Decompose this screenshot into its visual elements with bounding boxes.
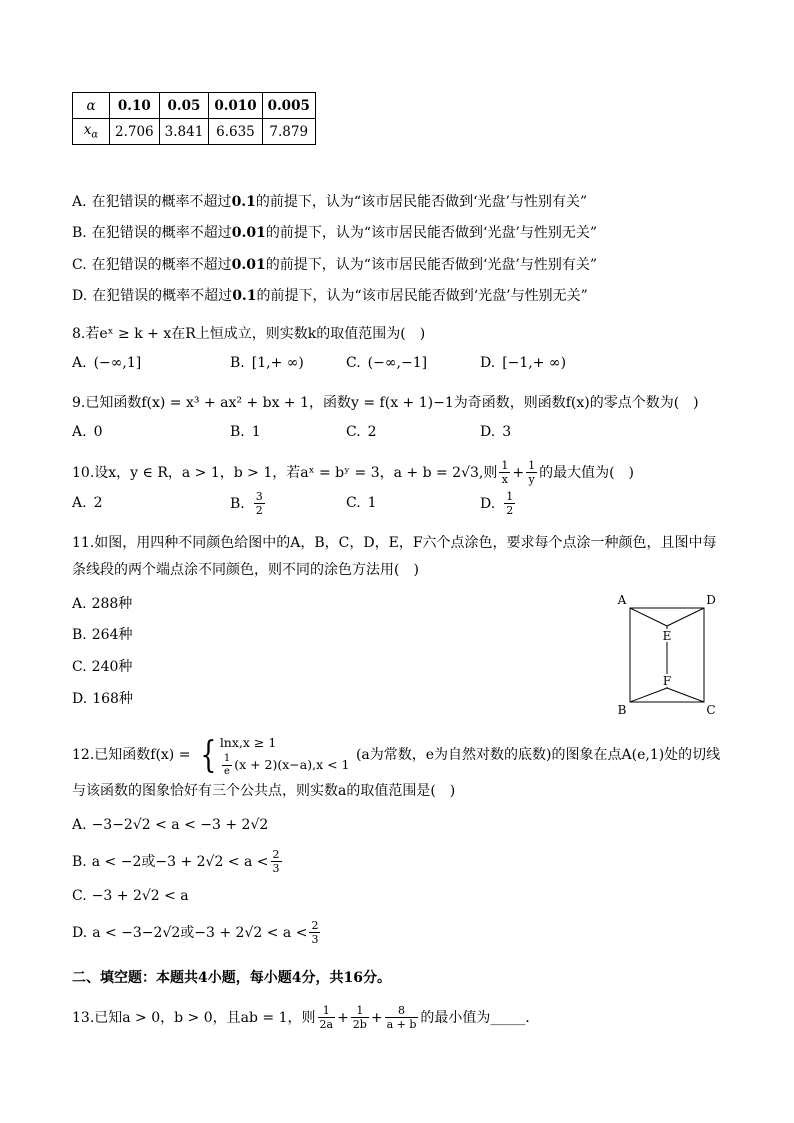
option-label: A.: [72, 595, 87, 612]
critical-value-table: [72, 92, 316, 145]
fraction: [499, 459, 510, 486]
option-label: D.: [72, 925, 88, 942]
table-cell-alpha: α: [73, 93, 110, 119]
option-d: [480, 419, 724, 446]
stem-text: 的最大值为( ): [539, 465, 635, 482]
option-c: [72, 254, 724, 276]
piecewise-case-1: lnx,x ≥ 1: [219, 735, 277, 751]
option-label: A.: [72, 817, 87, 834]
vertex-label-B: B: [617, 702, 627, 716]
fraction: [504, 490, 515, 517]
option-text: a < −2或−3 + 2√2 < a <: [91, 854, 269, 871]
option-label: C.: [72, 888, 87, 905]
stem-text: 的最小值为_____．: [420, 1010, 540, 1027]
option-text: 2: [93, 494, 103, 511]
option-label: B.: [230, 424, 245, 441]
option-text: −3 + 2√2 < a: [91, 888, 189, 905]
option-label: D.: [480, 355, 496, 372]
vertex-label-C: C: [706, 702, 716, 716]
fraction: [318, 1004, 336, 1031]
fraction-numerator: 8: [397, 1004, 405, 1018]
option-label: B.: [230, 495, 245, 512]
option-label: A.: [72, 494, 87, 511]
fraction-numerator: 2: [272, 848, 280, 862]
section-2-heading: 二、填空题：本题共4小题，每小题4分，共16分。: [72, 969, 391, 986]
option-label: C.: [72, 256, 87, 273]
option-b: [230, 419, 346, 446]
option-text: 3: [502, 424, 512, 441]
figure-svg: [614, 588, 718, 716]
question-stem: 9.已知函数f(x) = x³ + ax² + bx + 1，函数y = f(x + 1)−1为奇函数，则函数f(x)的零点个数为( ): [72, 394, 699, 411]
question-9: [72, 390, 724, 446]
table-cell: 0.010: [209, 93, 262, 119]
question-12: [72, 733, 724, 946]
question-11-options: [72, 584, 133, 721]
option-text: 168种: [92, 690, 133, 707]
table-cell: 3.841: [159, 119, 209, 145]
stem-text: +: [512, 465, 525, 482]
option-a: [72, 490, 230, 518]
fraction-numerator: 1: [223, 752, 231, 764]
fraction-numerator: 1: [322, 1004, 330, 1018]
fraction-numerator: 1: [356, 1004, 364, 1018]
fraction-denominator: 2a: [319, 1018, 334, 1032]
option-d: [72, 689, 133, 711]
fraction: [385, 1004, 419, 1031]
bold-number: 0.1: [232, 288, 257, 305]
question-10-options: [72, 490, 724, 518]
option-d: [480, 350, 724, 377]
option-c: [346, 490, 480, 518]
question-11: [72, 530, 724, 720]
option-text: 在犯错误的概率不超过: [91, 194, 232, 210]
option-label: A.: [72, 424, 87, 441]
question-stem: [72, 1004, 724, 1034]
fraction: [222, 753, 232, 778]
option-b: [72, 625, 133, 647]
edge-BF: [630, 688, 667, 702]
fraction: [254, 490, 265, 517]
option-text: (−∞,1]: [93, 355, 142, 372]
option-label: A.: [72, 355, 87, 372]
question-stem: 11.如图，用四种不同颜色给图中的A，B，C，D，E，F六个点涂色，要求每个点涂一种颜色，且图中每条线段的两个端点涂不同颜色，则不同的涂色方法用( ): [72, 535, 717, 578]
vertex-label-A: A: [617, 592, 627, 607]
option-a: [72, 191, 724, 213]
option-text: (−∞,−1]: [367, 355, 428, 372]
question7-options: [72, 191, 724, 308]
option-text: 264种: [91, 627, 133, 644]
option-text: 的前提下，认为“该市居民能否做到‘光盘’与性别有关”: [265, 256, 597, 273]
option-d: [72, 285, 724, 307]
piecewise-function: [197, 733, 350, 777]
fraction-numerator: 3: [255, 489, 263, 503]
option-label: A.: [72, 194, 87, 210]
option-text: 的前提下，认为“该市居民能否做到‘光盘’与性别无关”: [265, 225, 598, 242]
option-label: C.: [346, 494, 361, 511]
fraction-denominator: 2: [255, 503, 263, 517]
option-c: [72, 885, 724, 909]
option-b: [230, 350, 346, 377]
fraction-denominator: 2: [506, 503, 514, 517]
option-label: D.: [72, 288, 88, 305]
stem-text: +: [370, 1010, 383, 1027]
piecewise-case-2: [220, 753, 350, 778]
table-cell: 0.05: [159, 93, 209, 119]
option-text: [1,+ ∞): [251, 355, 304, 372]
option-label: C.: [346, 424, 361, 441]
vertex-label-E: E: [662, 628, 672, 643]
question-8-options: [72, 350, 724, 377]
edge-DE: [667, 608, 704, 626]
fraction-denominator: 3: [272, 862, 280, 876]
table-row-xalpha: [73, 119, 316, 145]
option-text: 在犯错误的概率不超过: [91, 225, 232, 242]
option-a: [72, 350, 230, 377]
option-text: 2: [367, 424, 377, 441]
option-text: 的前提下，认为“该市居民能否做到‘光盘’与性别无关”: [256, 288, 588, 305]
case-text: (x + 2)(x−a),x < 1: [234, 756, 350, 772]
question-10: [72, 459, 724, 517]
brace-glyph: {: [200, 734, 217, 776]
question-13: [72, 1004, 724, 1034]
option-label: D.: [480, 424, 496, 441]
fraction-denominator: 2b: [352, 1018, 367, 1032]
option-label: B.: [72, 627, 87, 644]
question-8: [72, 321, 724, 377]
fraction-denominator: 3: [311, 933, 319, 947]
option-text: −3−2√2 < a < −3 + 2√2: [91, 817, 269, 834]
fraction-denominator: y: [526, 472, 537, 486]
stem-text: 13.已知a > 0，b > 0，且ab = 1，则: [72, 1010, 316, 1027]
question-12-options: [72, 814, 724, 946]
fraction-numerator: 1: [506, 489, 514, 503]
option-a: [72, 419, 230, 446]
option-c: [346, 419, 480, 446]
xalpha-base: x: [83, 122, 92, 139]
edge-CF: [667, 688, 704, 702]
option-label: B.: [72, 225, 87, 242]
fraction: [351, 1004, 369, 1031]
xalpha-sub: α: [91, 129, 99, 141]
option-text: 在犯错误的概率不超过: [91, 256, 232, 273]
option-text: 0: [93, 424, 103, 441]
option-c: [72, 657, 133, 679]
coloring-figure: [614, 588, 718, 716]
stem-text: (a为常数，e为自然对数的底数)的图象在点A(e,1)处的切线与该函数的图象恰好有三个公共点，则实数a的取值范围是( ): [72, 747, 721, 799]
table-cell: 0.10: [110, 93, 160, 119]
option-label: D.: [480, 495, 496, 512]
option-text: a < −3−2√2或−3 + 2√2 < a <: [92, 925, 308, 942]
option-text: 1: [367, 494, 377, 511]
option-text: 240种: [91, 658, 133, 675]
option-label: B.: [230, 355, 245, 372]
stem-text: +: [337, 1010, 349, 1027]
option-b: [230, 490, 346, 518]
fraction: [309, 919, 320, 946]
option-a: [72, 594, 133, 616]
option-d: [480, 490, 724, 518]
bold-number: 0.01: [231, 256, 266, 273]
fraction-numerator: 1: [501, 458, 509, 472]
fraction-numerator: 2: [311, 919, 319, 933]
option-b: [72, 848, 724, 875]
option-text: [−1,+ ∞): [502, 355, 567, 372]
stem-text: 10.设x，y ∈ R，a > 1，b > 1，若aˣ = bʸ = 3，a + b = 2√3,则: [72, 465, 498, 482]
fraction-denominator: a + b: [386, 1018, 417, 1032]
edge-AE: [630, 608, 667, 626]
table-cell: 6.635: [209, 119, 262, 145]
vertex-label-D: D: [706, 592, 716, 607]
option-label: C.: [72, 658, 87, 675]
question-11-body: [72, 584, 724, 721]
question-stem: [72, 733, 724, 804]
table-row-alpha: [73, 93, 316, 119]
option-text: 在犯错误的概率不超过: [92, 288, 233, 305]
table-cell-xalpha: [73, 119, 110, 145]
option-b: [72, 222, 724, 244]
bold-number: 0.1: [231, 194, 256, 210]
option-c: [346, 350, 480, 377]
fraction: [271, 848, 282, 875]
question-stem: [72, 459, 724, 487]
question-9-options: [72, 419, 724, 446]
table-cell: 0.005: [262, 93, 315, 119]
option-d: [72, 919, 724, 946]
bold-number: 0.01: [231, 225, 266, 242]
option-a: [72, 814, 724, 838]
option-label: D.: [72, 690, 88, 707]
table-cell: 7.879: [262, 119, 315, 145]
vertex-label-F: F: [662, 673, 672, 688]
option-text: 1: [251, 424, 261, 441]
option-text: 288种: [91, 595, 133, 612]
fraction: [526, 459, 537, 486]
option-label: C.: [346, 355, 361, 372]
stem-text: 12.已知函数f(x) =: [72, 747, 191, 764]
question-stem: 8.若eˣ ≥ k + x在R上恒成立，则实数k的取值范围为( ): [72, 325, 426, 342]
table-cell: 2.706: [110, 119, 160, 145]
option-label: B.: [72, 854, 87, 871]
fraction-denominator: x: [499, 472, 510, 486]
piecewise-cases: [220, 733, 350, 777]
fraction-denominator: e: [222, 765, 232, 778]
option-text: 的前提下，认为“该市居民能否做到‘光盘’与性别有关”: [255, 194, 588, 210]
fraction-numerator: 1: [528, 458, 536, 472]
